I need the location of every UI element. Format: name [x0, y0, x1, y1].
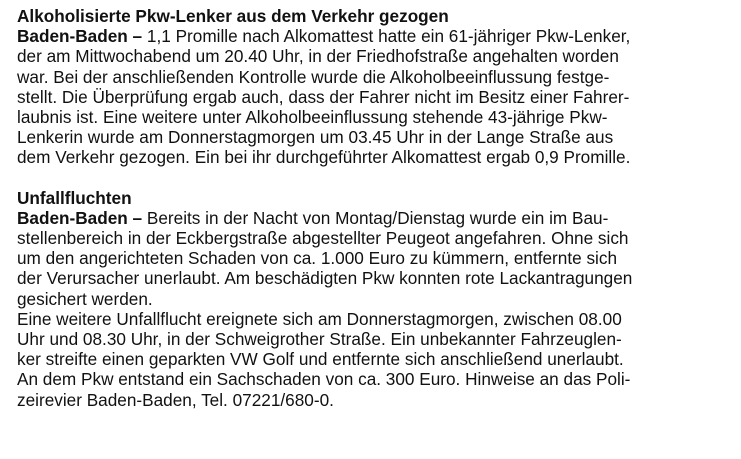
text-line: Eine weitere Unfallflucht ereignete sich am Donnerstagmorgen, zwischen 08.00 [17, 308, 622, 329]
text-line: An dem Pkw entstand ein Sachschaden von ca. 300 Euro. Hinweise an das Poli- [17, 369, 631, 390]
text-line: um den angerichteten Schaden von ca. 1.000 Euro zu kümmern, entfernte sich [17, 248, 618, 269]
text-line: Bereits in der Nacht von Montag/Dienstag wurde ein im Bau- [142, 207, 609, 228]
text-line: der Verursacher unerlaubt. Am beschädigten Pkw konnten rote Lackantragungen [17, 268, 633, 289]
text-line: Uhr und 08.30 Uhr, in der Schweigrother Straße. Ein unbekannter Fahrzeuglen- [17, 329, 622, 349]
text-line: laubnis ist. Eine weitere unter Alkoholbeeinflussung stehende 43-jährige Pkw- [17, 106, 608, 127]
text-line: der am Mittwochabend um 20.40 Uhr, in der Friedhofstraße angehalten worden [17, 46, 619, 67]
article-first-line [17, 208, 729, 228]
place-name: Baden-Baden – [17, 26, 143, 47]
text-line: stellenbereich in der Eckbergstraße abgestellter Peugeot angefahren. Ohne sich [17, 228, 629, 249]
text-line: 1,1 Promille nach Alkomattest hatte ein 61-jähriger Pkw-Lenker, [142, 26, 631, 47]
text-line: war. Bei der anschließenden Kontrolle wurde die Alkoholbeeinflussung festge- [17, 66, 610, 87]
text-line: stellt. Die Überprüfung ergab auch, dass der Fahrer nicht im Besitz einer Fahrer- [17, 86, 630, 107]
text-line: gesichert werden. [17, 288, 153, 309]
press-release-page [17, 6, 729, 410]
article-hit-and-run [17, 188, 729, 410]
text-line: Lenkerin wurde am Donnerstagmorgen um 03.45 Uhr in der Lange Straße aus [17, 127, 614, 148]
paragraph-gap [17, 168, 729, 188]
text-line: zeirevier Baden-Baden, Tel. 07221/680-0. [17, 389, 334, 410]
article-first-line [17, 26, 729, 46]
article-drunk-drivers [17, 6, 729, 168]
article-heading: Alkoholisierte Pkw-Lenker aus dem Verkehr gezogen [17, 6, 449, 26]
article-heading: Unfallfluchten [17, 187, 132, 208]
place-name: Baden-Baden – [17, 207, 143, 228]
text-line: dem Verkehr gezogen. Ein bei ihr durchgeführter Alkomattest ergab 0,9 Promille. [17, 147, 631, 168]
text-line: ker streifte einen geparkten VW Golf und entfernte sich anschließend unerlaubt. [17, 349, 624, 370]
